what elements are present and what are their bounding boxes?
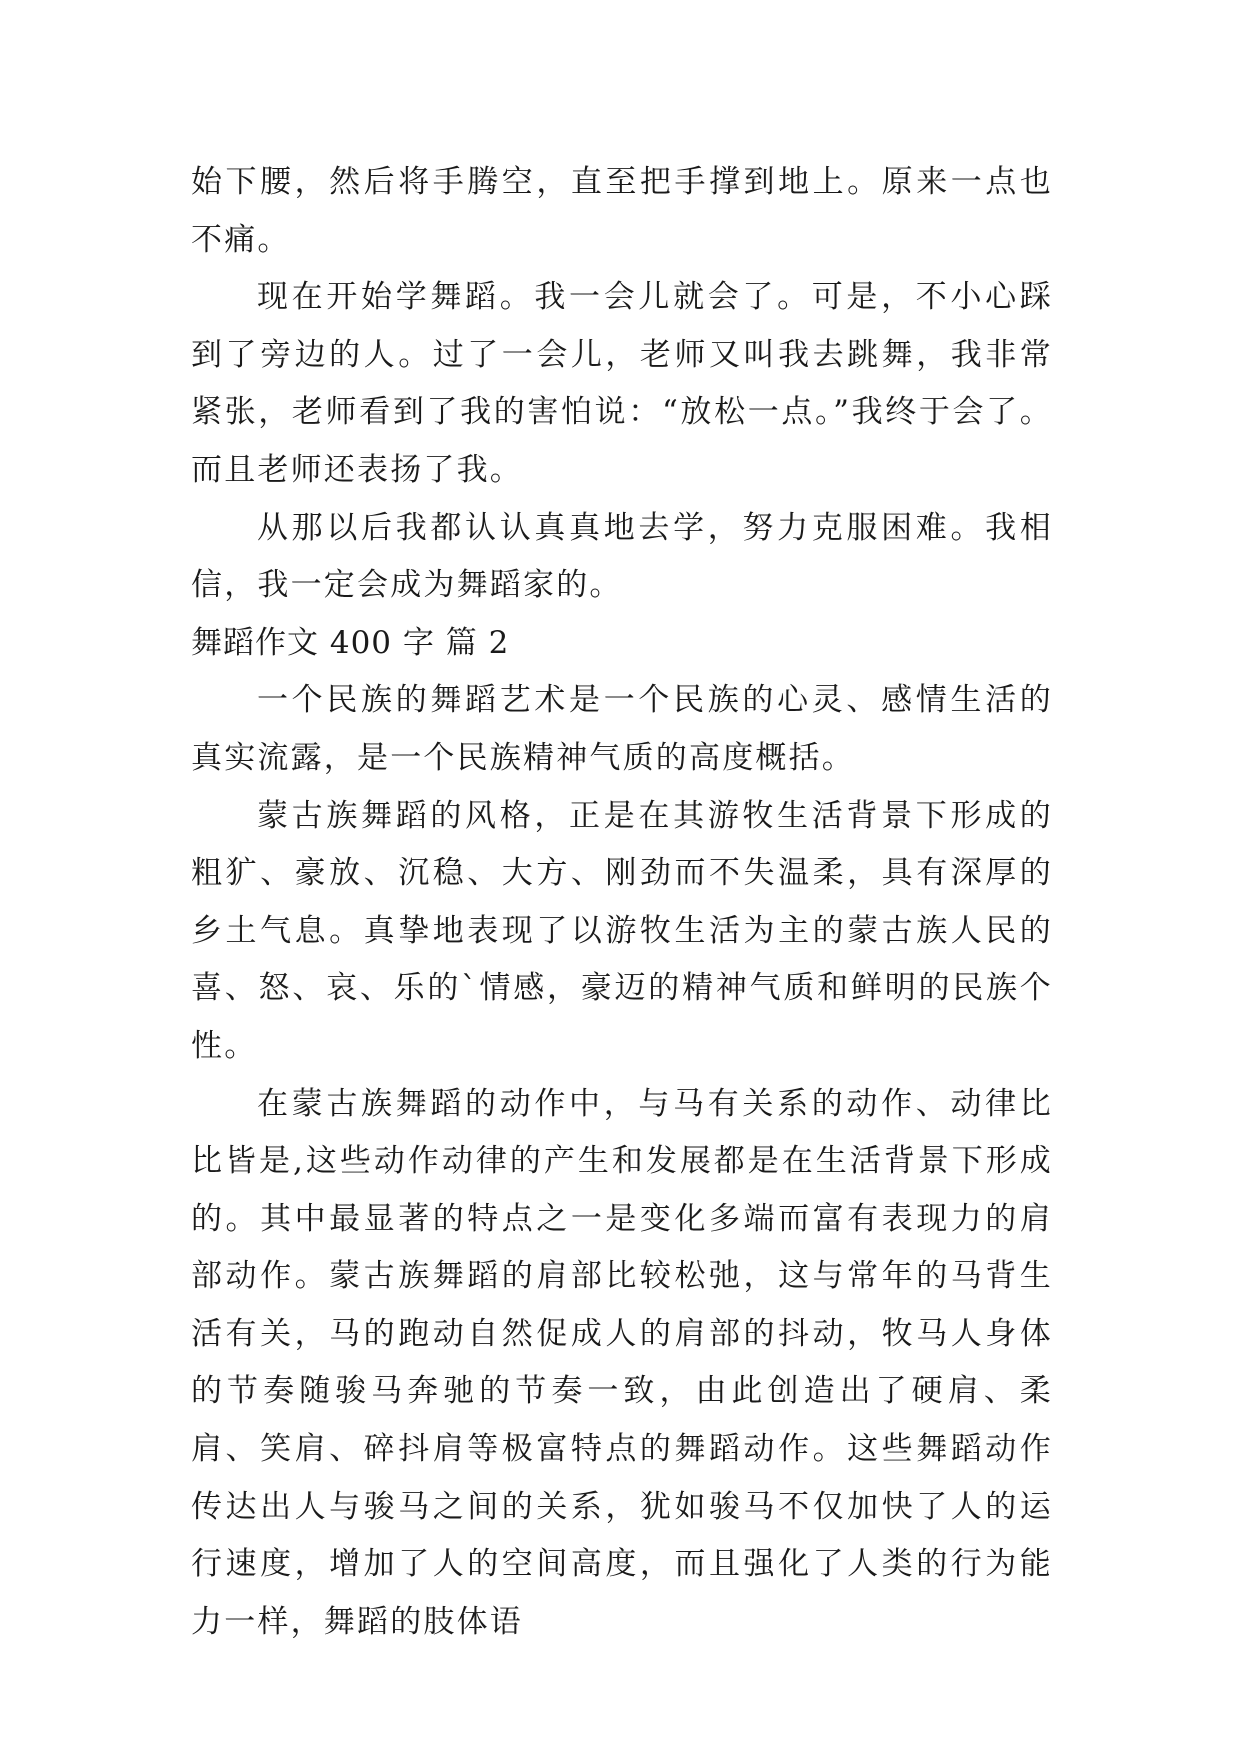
paragraph: 蒙古族舞蹈的风格，正是在其游牧生活背景下形成的粗犷、豪放、沉稳、大方、刚劲而不失温柔，具有深厚的乡土气息。真挚地表现了以游牧生活为主的蒙古族人民的喜、怒、哀、乐的`情感，豪迈的精神气质和鲜明的民族个性。	[191, 797, 1053, 1064]
paragraph: 在蒙古族舞蹈的动作中，与马有关系的动作、动律比比皆是,这些动作动律的产生和发展都是在生活背景下形成的。其中最显著的特点之一是变化多端而富有表现力的肩部动作。蒙古族舞蹈的肩部比较松弛，这与常年的马背生活有关，马的跑动自然促成人的肩部的抖动，牧马人身体的节奏随骏马奔驰的节奏一致，由此创造出了硬肩、柔肩、笑肩、碎抖肩等极富特点的舞蹈动作。这些舞蹈动作传达出人与骏马之间的关系，犹如骏马不仅加快了人的运行速度，增加了人的空间高度，而且强化了人类的行为能力一样，舞蹈的肢体语	[191, 1085, 1053, 1640]
paragraph: 从那以后我都认认真真地去学，努力克服困难。我相信，我一定会成为舞蹈家的。	[191, 509, 1053, 604]
paragraph: 现在开始学舞蹈。我一会儿就会了。可是，不小心踩到了旁边的人。过了一会儿，老师又叫我去跳舞，我非常紧张，老师看到了我的害怕说：“放松一点。”我终于会了。而且老师还表扬了我。	[191, 279, 1053, 488]
document-body	[191, 154, 1053, 1651]
section-heading: 舞蹈作文 400 字 篇 2	[191, 624, 510, 661]
paragraph: 一个民族的舞蹈艺术是一个民族的心灵、感情生活的真实流露，是一个民族精神气质的高度概括。	[191, 682, 1053, 776]
paragraph-continuation: 始下腰，然后将手腾空，直至把手撑到地上。原来一点也不痛。	[191, 164, 1053, 258]
